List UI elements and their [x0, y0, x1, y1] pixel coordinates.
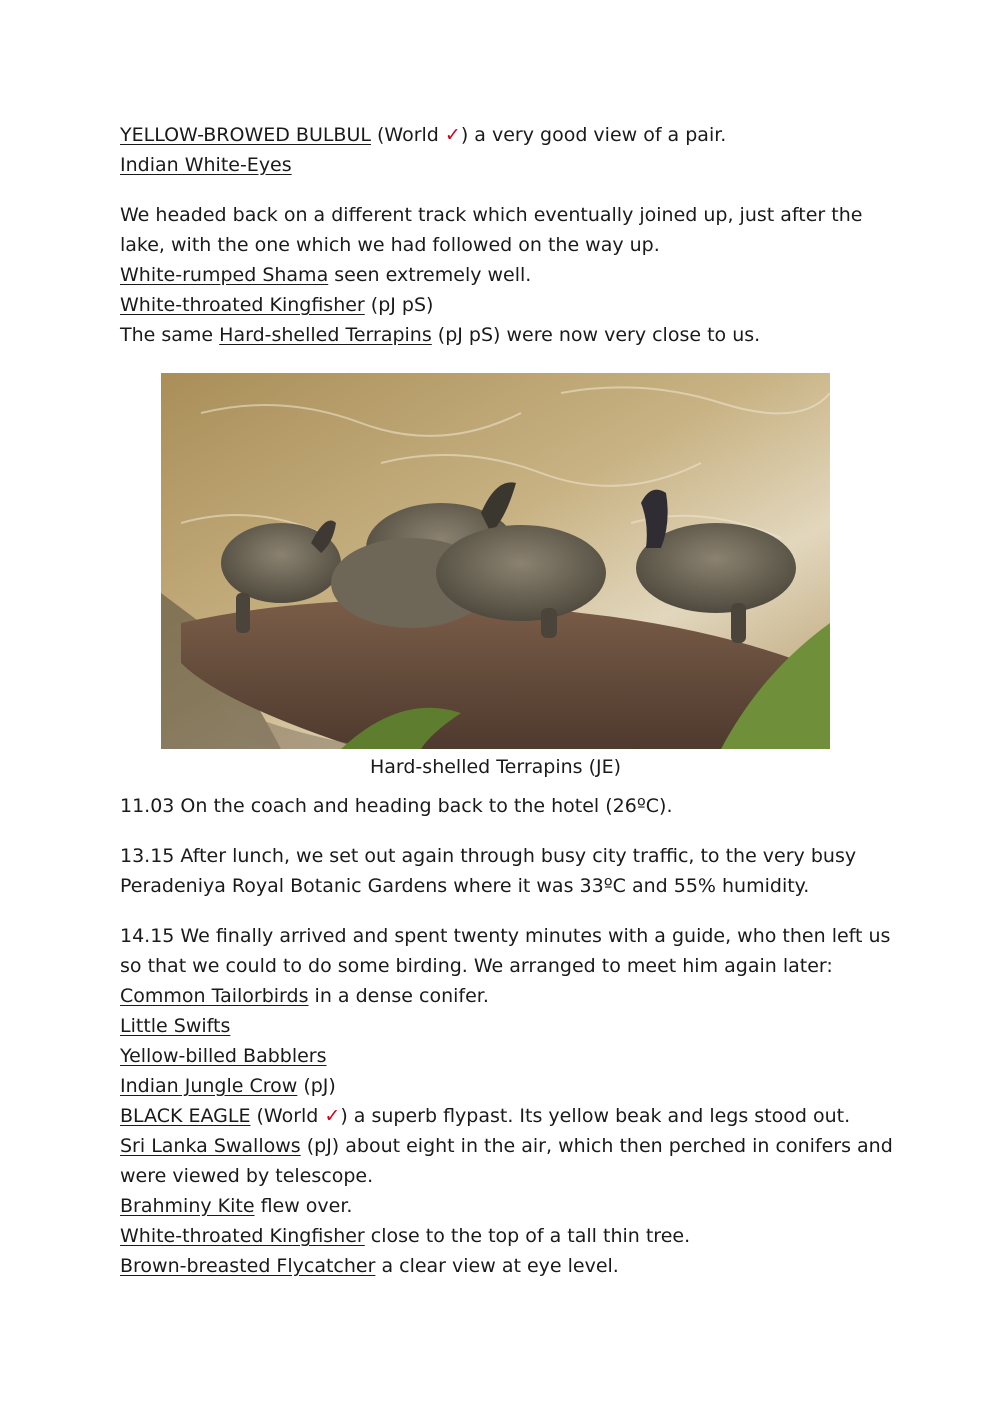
text: in a dense conifer.	[308, 985, 489, 1007]
species-name: BLACK EAGLE	[120, 1105, 251, 1127]
species-name: White-throated Kingfisher	[120, 1225, 365, 1247]
paragraph-line: Peradeniya Royal Botanic Gardens where it was 33ºC and 55% humidity.	[120, 875, 810, 897]
text: a clear view at eye level.	[375, 1255, 619, 1277]
paragraph-line: 11.03 On the coach and heading back to the hotel (26ºC).	[120, 795, 673, 817]
species-name: Yellow-billed Babblers	[120, 1045, 327, 1067]
text: (pJ pS) were now very close to us.	[431, 324, 761, 346]
text: (pJ pS)	[364, 294, 434, 316]
check-icon: ✓	[324, 1105, 341, 1127]
paragraph-line: 14.15 We finally arrived and spent twenty minutes with a guide, who then left us	[120, 925, 891, 947]
entry-white-throated-kingfisher	[120, 290, 433, 320]
entry-indian-white-eyes	[120, 150, 292, 180]
entry-sri-lanka-swallows	[120, 1131, 893, 1161]
species-name: Hard-shelled Terrapins	[219, 324, 432, 346]
species-name: Brown-breasted Flycatcher	[120, 1255, 376, 1277]
entry-brown-breasted-flycatcher	[120, 1251, 619, 1281]
paragraph-line: were viewed by telescope.	[120, 1165, 374, 1187]
species-name: Sri Lanka Swallows	[120, 1135, 301, 1157]
text: flew over.	[254, 1195, 353, 1217]
terrapins-photo	[161, 373, 830, 749]
entry-indian-jungle-crow	[120, 1071, 336, 1101]
species-name: YELLOW-BROWED BULBUL	[120, 124, 371, 146]
text: close to the top of a tall thin tree.	[364, 1225, 691, 1247]
check-icon: ✓	[444, 124, 461, 146]
paragraph-line: 13.15 After lunch, we set out again through busy city traffic, to the very busy	[120, 845, 857, 867]
text: (World	[370, 124, 445, 146]
entry-yellow-billed-babblers	[120, 1041, 327, 1071]
text: (World	[250, 1105, 325, 1127]
species-name: Brahminy Kite	[120, 1195, 255, 1217]
species-name: White-throated Kingfisher	[120, 294, 365, 316]
entry-brahminy-kite	[120, 1191, 352, 1221]
text: ) a superb flypast. Its yellow beak and legs stood out.	[340, 1105, 851, 1127]
entry-white-rumped-shama	[120, 260, 531, 290]
species-name: Indian White-Eyes	[120, 154, 292, 176]
species-name: Common Tailorbirds	[120, 985, 309, 1007]
paragraph-line: so that we could to do some birding. We arranged to meet him again later:	[120, 955, 833, 977]
paragraph-line: lake, with the one which we had followed on the way up.	[120, 234, 660, 256]
entry-hard-shelled-terrapins	[120, 320, 760, 350]
entry-white-throated-kingfisher-2	[120, 1221, 690, 1251]
text: (pJ)	[297, 1075, 336, 1097]
entry-little-swifts	[120, 1011, 230, 1041]
entry-yellow-browed-bulbul	[120, 120, 726, 150]
paragraph-line: We headed back on a different track which eventually joined up, just after the	[120, 204, 863, 226]
text: ) a very good view of a pair.	[460, 124, 727, 146]
text: The same	[120, 324, 220, 346]
species-name: White-rumped Shama	[120, 264, 329, 286]
photo-caption: Hard-shelled Terrapins (JE)	[369, 756, 622, 778]
species-name: Indian Jungle Crow	[120, 1075, 298, 1097]
text: seen extremely well.	[328, 264, 532, 286]
entry-common-tailorbirds	[120, 981, 489, 1011]
text: (pJ) about eight in the air, which then perched in conifers and	[300, 1135, 893, 1157]
species-name: Little Swifts	[120, 1015, 231, 1037]
entry-black-eagle	[120, 1101, 850, 1131]
